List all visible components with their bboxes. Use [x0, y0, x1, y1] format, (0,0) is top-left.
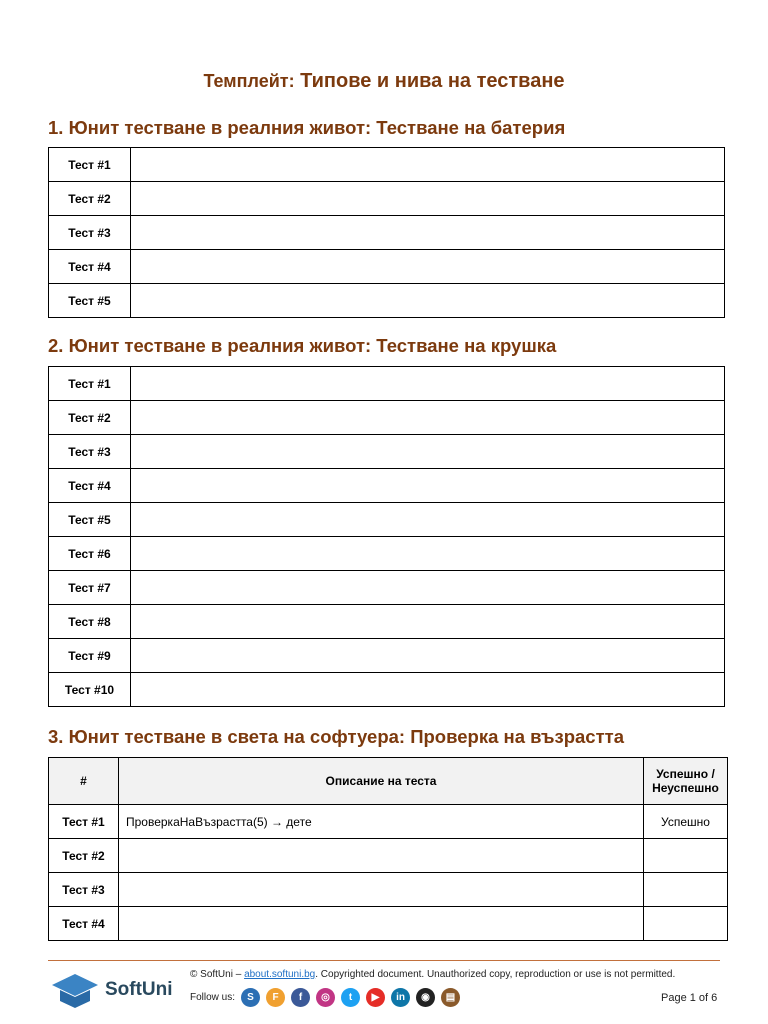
test-label: Тест #5: [49, 284, 131, 318]
test-entry-cell[interactable]: [131, 148, 725, 182]
instagram-icon[interactable]: ◎: [316, 988, 335, 1007]
table-row: [49, 401, 725, 435]
table-row: [49, 367, 725, 401]
header-num: #: [49, 758, 119, 805]
test-label: Тест #1: [49, 148, 131, 182]
logo-text: SoftUni: [105, 979, 173, 1000]
table-row: [49, 673, 725, 707]
table-row: [49, 216, 725, 250]
header-result-line2: Неуспешно: [652, 781, 719, 795]
header-result-line1: Успешно /: [656, 767, 715, 781]
follow-label: Follow us:: [190, 991, 236, 1003]
test-result-cell[interactable]: [644, 839, 728, 873]
facebook-icon[interactable]: f: [291, 988, 310, 1007]
section1-heading: 1. Юнит тестване в реалния живот: Тестване на батерия: [48, 117, 566, 138]
test-entry-cell[interactable]: [131, 401, 725, 435]
table-row: [49, 537, 725, 571]
test-entry-cell[interactable]: [131, 639, 725, 673]
test-label: Тест #3: [49, 216, 131, 250]
test-label: Тест #4: [49, 250, 131, 284]
section2-heading: 2. Юнит тестване в реалния живот: Тестване на крушка: [48, 335, 557, 356]
test-label: Тест #8: [49, 605, 131, 639]
linkedin-icon[interactable]: in: [391, 988, 410, 1007]
table-row: [49, 907, 728, 941]
table-row: [49, 639, 725, 673]
page-title: [0, 70, 768, 93]
test-label: Тест #7: [49, 571, 131, 605]
table-header-row: [49, 758, 728, 805]
test-label: Тест #3: [49, 435, 131, 469]
test-entry-cell[interactable]: [131, 250, 725, 284]
test-description-cell[interactable]: [119, 907, 644, 941]
table-row: [49, 435, 725, 469]
blog-icon[interactable]: ▤: [441, 988, 460, 1007]
section3-table: [48, 757, 728, 941]
test-entry-cell[interactable]: [131, 605, 725, 639]
test-entry-cell[interactable]: [131, 182, 725, 216]
test-entry-cell[interactable]: [131, 537, 725, 571]
softuni-icon[interactable]: S: [241, 988, 260, 1007]
test-label: Тест #9: [49, 639, 131, 673]
table-row: [49, 182, 725, 216]
social-icons: [241, 988, 466, 1007]
logo-cap-icon: [50, 970, 100, 1010]
title-main: Типове и нива на тестване: [300, 70, 565, 92]
page-number: Page 1 of 6: [661, 992, 718, 1004]
copyright-prefix: © SoftUni –: [190, 969, 245, 980]
test-entry-cell[interactable]: [131, 367, 725, 401]
test-entry-cell[interactable]: [131, 673, 725, 707]
test-description-cell[interactable]: ПроверкаНаВъзрастта(5) → дете: [119, 805, 644, 839]
test-label: Тест #5: [49, 503, 131, 537]
table-row: [49, 250, 725, 284]
test-label: Тест #1: [49, 367, 131, 401]
test-entry-cell[interactable]: [131, 435, 725, 469]
test-result-cell[interactable]: Успешно: [644, 805, 728, 839]
softuni-foundation-icon[interactable]: F: [266, 988, 285, 1007]
test-label: Тест #3: [49, 873, 119, 907]
table-row: [49, 503, 725, 537]
table-row: [49, 148, 725, 182]
test-description-cell[interactable]: [119, 873, 644, 907]
header-result: [644, 758, 728, 805]
section2-table: [48, 366, 725, 707]
test-label: Тест #4: [49, 907, 119, 941]
test-entry-cell[interactable]: [131, 503, 725, 537]
test-label: Тест #10: [49, 673, 131, 707]
test-label: Тест #4: [49, 469, 131, 503]
header-desc: Описание на теста: [119, 758, 644, 805]
test-label: Тест #6: [49, 537, 131, 571]
twitter-icon[interactable]: t: [341, 988, 360, 1007]
section3-heading: 3. Юнит тестване в света на софтуера: Проверка на възрастта: [48, 726, 625, 747]
test-description-cell[interactable]: [119, 839, 644, 873]
test-label: Тест #2: [49, 401, 131, 435]
youtube-icon[interactable]: ▶: [366, 988, 385, 1007]
test-label: Тест #2: [49, 839, 119, 873]
test-entry-cell[interactable]: [131, 216, 725, 250]
about-link[interactable]: about.softuni.bg: [244, 969, 316, 980]
github-icon[interactable]: ◉: [416, 988, 435, 1007]
test-label: Тест #1: [49, 805, 119, 839]
section1-table: [48, 147, 725, 318]
table-row: [49, 873, 728, 907]
test-label: Тест #2: [49, 182, 131, 216]
copyright-text: [190, 969, 675, 980]
test-entry-cell[interactable]: [131, 469, 725, 503]
test-result-cell[interactable]: [644, 907, 728, 941]
table-row: [49, 571, 725, 605]
follow-us: [190, 986, 466, 1008]
test-result-cell[interactable]: [644, 873, 728, 907]
table-row: [49, 805, 728, 839]
copyright-suffix: . Copyrighted document. Unauthorized copy, reproduction or use is not permitted.: [315, 969, 676, 980]
table-row: [49, 605, 725, 639]
table-row: [49, 469, 725, 503]
test-entry-cell[interactable]: [131, 284, 725, 318]
table-row: [49, 839, 728, 873]
title-prefix: Темплейт:: [203, 71, 295, 91]
table-row: [49, 284, 725, 318]
footer-divider: [48, 960, 720, 961]
test-entry-cell[interactable]: [131, 571, 725, 605]
